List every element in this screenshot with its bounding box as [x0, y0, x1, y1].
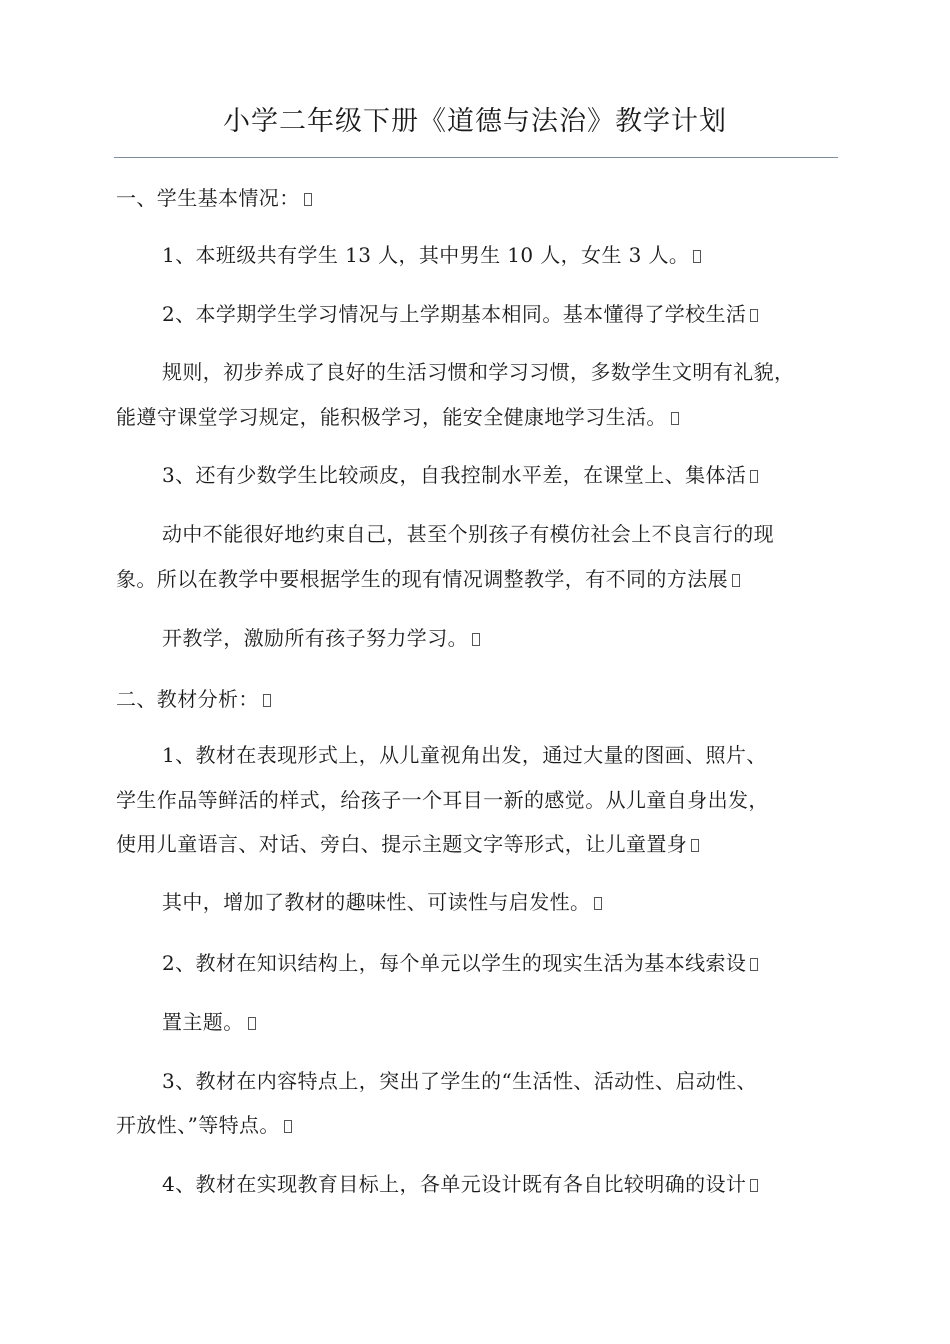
paragraph-line: 1、本班级共有学生 13 人，其中男生 10 人，女生 3 人。 — [162, 240, 852, 270]
title-divider — [114, 157, 838, 158]
document-title: 小学二年级下册《道德与法治》教学计划 — [223, 106, 727, 137]
paragraph-line: 开教学，激励所有孩子努力学习。 — [162, 623, 852, 653]
section-heading: 二、教材分析： — [116, 684, 846, 714]
paragraph-line: 动中不能很好地约束自己，甚至个别孩子有模仿社会上不良言行的现 — [162, 522, 774, 546]
paragraph-mark-icon — [472, 633, 480, 646]
paragraph-mark-icon — [671, 412, 679, 425]
paragraph-line: 置主题。 — [162, 1007, 852, 1037]
paragraph-mark-icon — [594, 897, 602, 910]
paragraph-line: 4、教材在实现教育目标上，各单元设计既有各自比较明确的设计 — [162, 1169, 852, 1199]
paragraph-mark-icon — [263, 694, 271, 707]
section-heading: 一、学生基本情况： — [116, 183, 846, 213]
paragraph-mark-icon — [304, 193, 312, 206]
paragraph-line: 使用儿童语言、对话、旁白、提示主题文字等形式，让儿童置身 — [116, 829, 846, 859]
paragraph-mark-icon — [732, 574, 740, 587]
paragraph-line: 规则，初步养成了良好的生活习惯和学习习惯，多数学生文明有礼貌， — [162, 360, 795, 384]
paragraph-line: 象。所以在教学中要根据学生的现有情况调整教学，有不同的方法展 — [116, 564, 846, 594]
paragraph-mark-icon — [750, 1179, 758, 1192]
paragraph-mark-icon — [691, 839, 699, 852]
paragraph-line: 开放性、”等特点。 — [116, 1110, 846, 1140]
paragraph-line: 2、本学期学生学习情况与上学期基本相同。基本懂得了学校生活 — [162, 299, 852, 329]
paragraph-mark-icon — [284, 1120, 292, 1133]
paragraph-mark-icon — [750, 958, 758, 971]
paragraph-line: 2、教材在知识结构上，每个单元以学生的现实生活为基本线索设 — [162, 948, 852, 978]
paragraph-line: 3、教材在内容特点上，突出了学生的“生活性、活动性、启动性、 — [162, 1069, 757, 1093]
paragraph-line: 能遵守课堂学习规定，能积极学习，能安全健康地学习生活。 — [116, 402, 846, 432]
paragraph-mark-icon — [750, 470, 758, 483]
paragraph-mark-icon — [693, 250, 701, 263]
paragraph-line: 1、教材在表现形式上，从儿童视角出发，通过大量的图画、照片、 — [162, 743, 767, 767]
paragraph-mark-icon — [248, 1017, 256, 1030]
paragraph-line: 学生作品等鲜活的样式，给孩子一个耳目一新的感觉。从儿童自身出发， — [116, 788, 769, 812]
paragraph-mark-icon — [750, 309, 758, 322]
paragraph-line: 3、还有少数学生比较顽皮，自我控制水平差，在课堂上、集体活 — [162, 460, 852, 490]
paragraph-line: 其中，增加了教材的趣味性、可读性与启发性。 — [162, 887, 852, 917]
